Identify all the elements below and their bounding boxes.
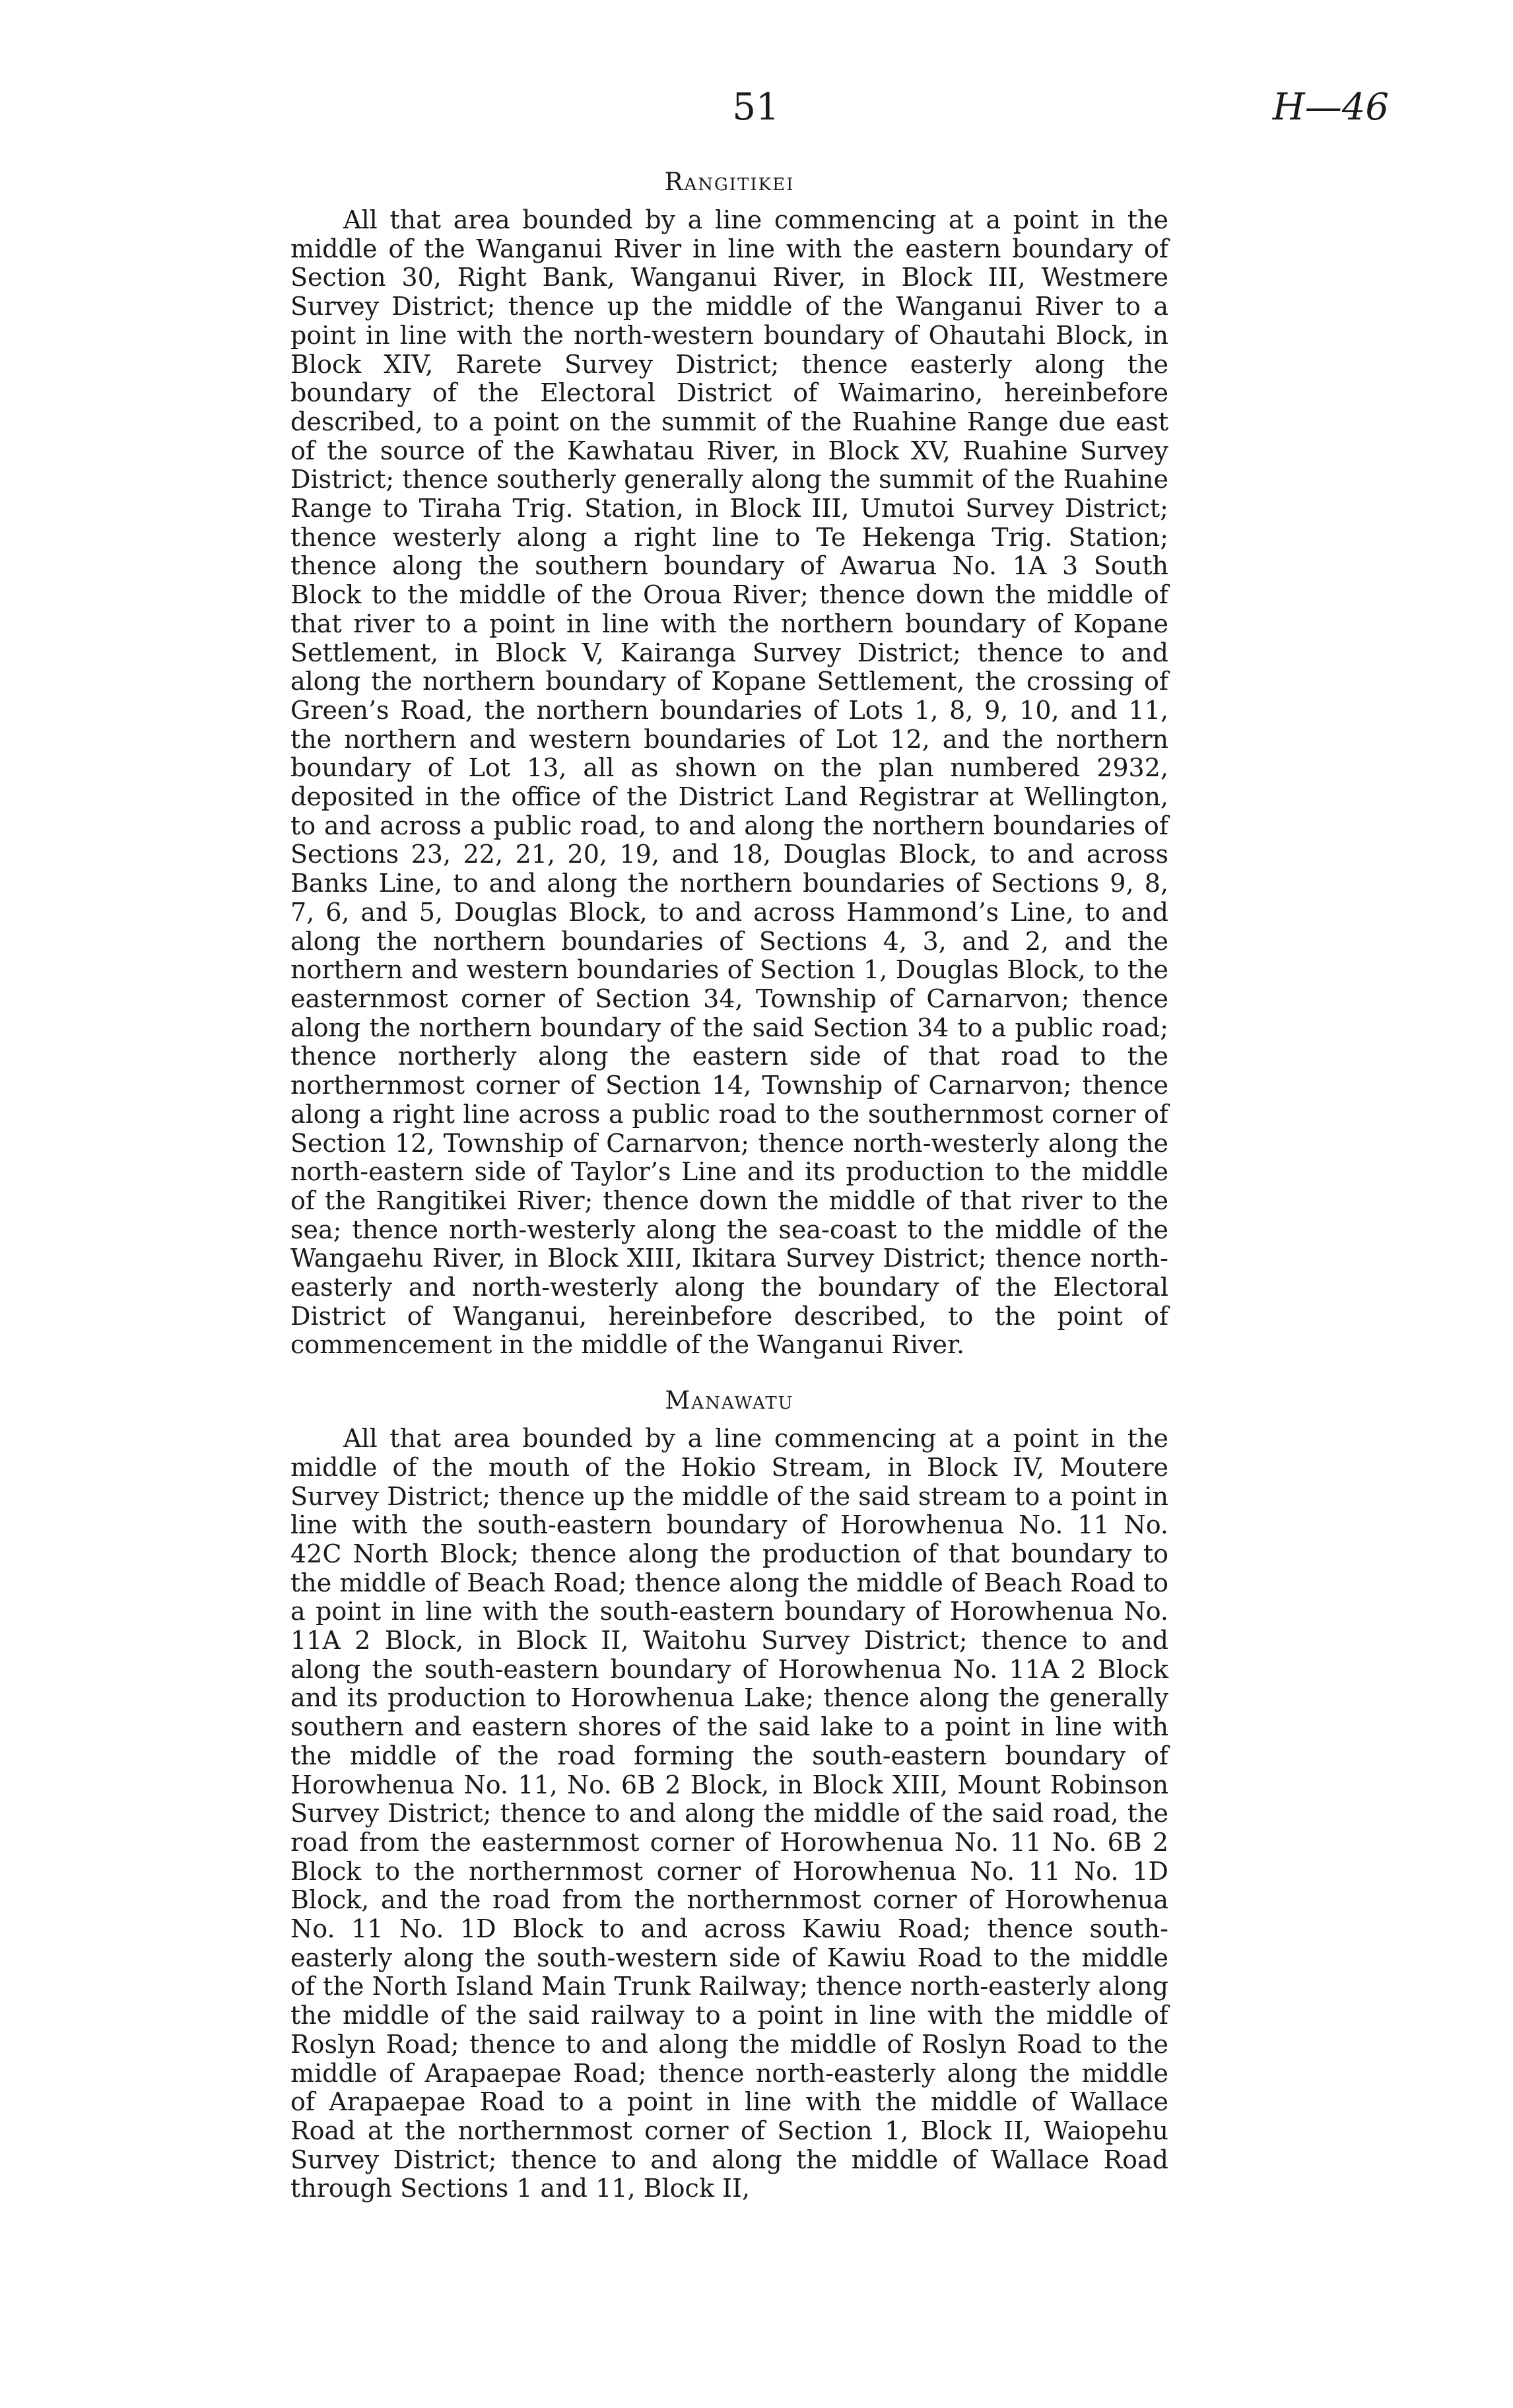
- section-text-manawatu: All that area bounded by a line commencing at a point in the middle of the mouth of the Hokio Stream, in Block IV, Moutere Survey District; thence up the middle of the said stream to a point in line with the south-eastern boundary of Horowhenua No. 11 No. 42C North Block; thence along the production of that boundary to the middle of Beach Road; thence along the middle of Beach Road to a point in line with the south-eastern boundary of Horowhenua No. 11A 2 Block, in Block II, Waitohu Survey District; thence to and along the south-eastern boundary of Horowhenua No. 11A 2 Block and its production to Horowhenua Lake; thence along the generally southern and eastern shores of the said lake to a point in line with the middle of the road forming the south-eastern boundary of Horowhenua No. 11, No. 6B 2 Block, in Block XIII, Mount Robinson Survey District; thence to and along the middle of the said road, the road from the easternmost corner of Horowhenua No. 11 No. 6B 2 Block to the northernmost corner of Horowhenua No. 11 No. 1D Block, and the road from the northernmost corner of Horowhenua No. 11 No. 1D Block to and across Kawiu Road; thence south-easterly along the south-western side of Kawiu Road to the middle of the North Island Main Trunk Railway; thence north-easterly along the middle of the said railway to a point in line with the middle of Roslyn Road; thence to and along the middle of Roslyn Road to the middle of Arapaepae Road; thence north-easterly along the middle of Arapaepae Road to a point in line with the middle of Wallace Road at the northernmost corner of Section 1, Block II, Waiopehu Survey District; thence to and along the middle of Wallace Road through Sections 1 and 11, Block II,: [290, 1424, 1168, 2203]
- page-number: 51: [732, 86, 780, 129]
- page-body: [290, 165, 1168, 2203]
- section-heading-rangitikei: Rangitikei: [664, 168, 795, 196]
- section-text-rangitikei: All that area bounded by a line commencing at a point in the middle of the Wanganui River in line with the eastern boundary of Section 30, Right Bank, Wanganui River, in Block III, Westmere Survey District; thence up the middle of the Wanganui River to a point in line with the north-western boundary of Ohautahi Block, in Block XIV, Rarete Survey District; thence easterly along the boundary of the Electoral District of Waimarino, hereinbefore described, to a point on the summit of the Ruahine Range due east of the source of the Kawhatau River, in Block XV, Ruahine Survey District; thence southerly generally along the summit of the Ruahine Range to Tiraha Trig. Station, in Block III, Umutoi Survey District; thence westerly along a right line to Te Hekenga Trig. Station; thence along the southern boundary of Awarua No. 1A 3 South Block to the middle of the Oroua River; thence down the middle of that river to a point in line with the northern boundary of Kopane Settlement, in Block V, Kairanga Survey District; thence to and along the northern boundary of Kopane Settlement, the crossing of Green’s Road, the northern boundaries of Lots 1, 8, 9, 10, and 11, the northern and western boundaries of Lot 12, and the northern boundary of Lot 13, all as shown on the plan numbered 2932, deposited in the office of the District Land Registrar at Wellington, to and across a public road, to and along the northern boundaries of Sections 23, 22, 21, 20, 19, and 18, Douglas Block, to and across Banks Line, to and along the northern boundaries of Sections 9, 8, 7, 6, and 5, Douglas Block, to and across Hammond’s Line, to and along the northern boundaries of Sections 4, 3, and 2, and the northern and western boundaries of Section 1, Douglas Block, to the easternmost corner of Section 34, Township of Carnarvon; thence along the northern boundary of the said Section 34 to a public road; thence northerly along the eastern side of that road to the northernmost corner of Section 14, Township of Carnarvon; thence along a right line across a public road to the southernmost corner of Section 12, Township of Carnarvon; thence north-westerly along the north-eastern side of Taylor’s Line and its production to the middle of the Rangitikei River; thence down the middle of that river to the sea; thence north-westerly along the sea-coast to the middle of the Wangaehu River, in Block XIII, Ikitara Survey District; thence north-easterly and north-westerly along the boundary of the Electoral District of Wanganui, hereinbefore described, to the point of commencement in the middle of the Wanganui River.: [290, 205, 1168, 1360]
- document-reference: H—46: [1272, 86, 1389, 129]
- section-heading-manawatu: Manawatu: [665, 1386, 794, 1415]
